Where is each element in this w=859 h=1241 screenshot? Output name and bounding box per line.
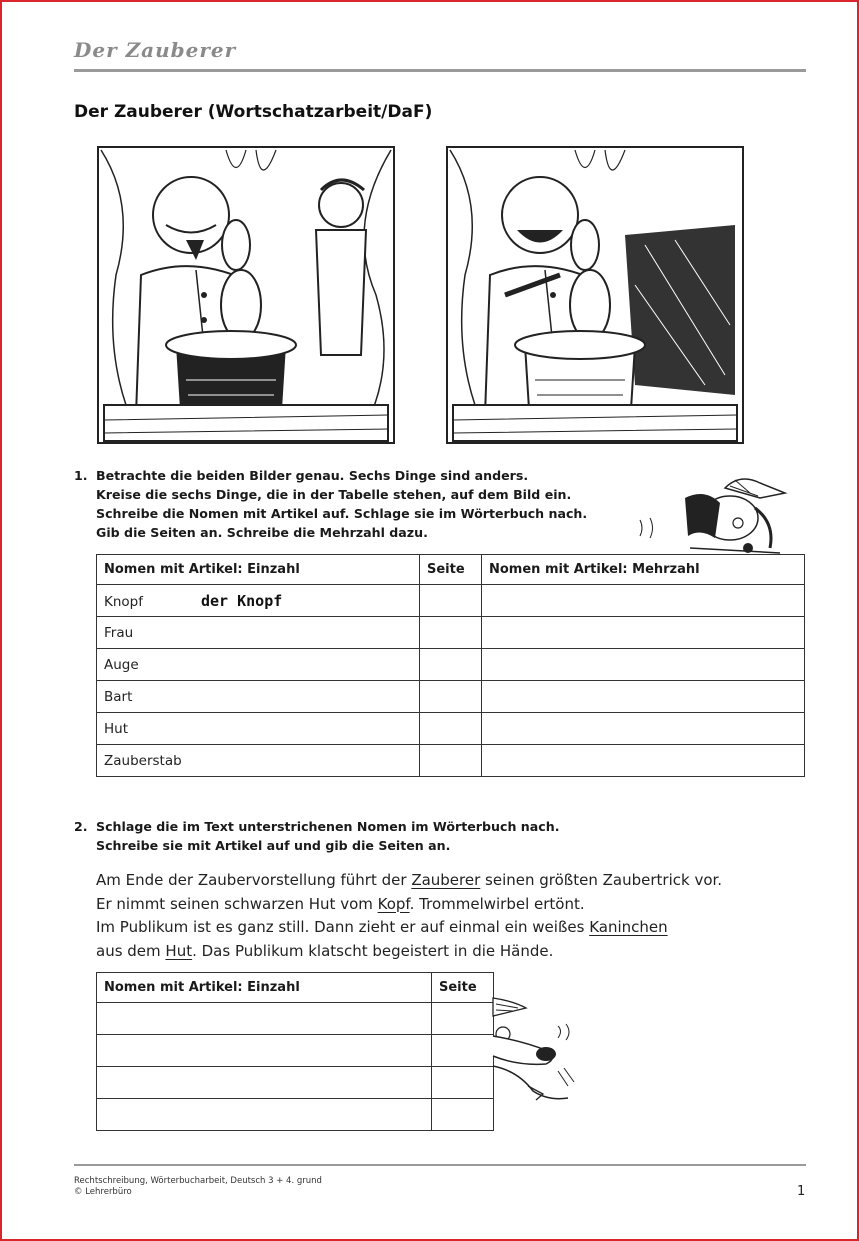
task-line: Schreibe sie mit Artikel auf und gib die Seiten an. [96,838,451,853]
table-row [97,585,805,617]
page-cell[interactable] [420,745,482,777]
story-segment: Er nimmt seinen schwarzen Hut vom [96,894,378,913]
task-line: Schreibe die Nomen mit Artikel auf. Schlage sie im Wörterbuch nach. [96,506,588,521]
page-cell[interactable] [432,1099,494,1131]
word-cell[interactable] [97,745,420,777]
magician-illustration-original [96,145,396,445]
page-cell[interactable] [432,1035,494,1067]
story-line [96,893,722,917]
handwritten-answer: der Knopf [201,591,283,610]
story-segment: seinen größten Zaubertrick vor. [480,871,723,889]
table-row [97,745,805,777]
table-row [97,1067,494,1099]
plural-cell[interactable] [482,617,805,649]
plural-cell[interactable] [482,681,805,713]
plural-cell[interactable] [482,585,805,617]
story-line [96,869,722,893]
column-header: Nomen mit Artikel: Einzahl [97,973,432,1003]
noun-cell[interactable] [97,1067,432,1099]
noun-cell[interactable] [97,1035,432,1067]
footer-line: Rechtschreibung, Wörterbucharbeit, Deutsch 3 + 4. grund [74,1176,322,1186]
magician-illustration-altered [445,145,745,445]
page-number: 1 [797,1184,806,1199]
column-header: Nomen mit Artikel: Einzahl [97,555,420,585]
story-segment: . Trommelwirbel ertönt. [409,894,585,913]
page-cell[interactable] [420,585,482,617]
table-row [97,649,805,681]
column-header: Seite [420,555,482,585]
story-segment: aus dem [96,941,166,960]
column-header: Nomen mit Artikel: Mehrzahl [482,555,805,585]
page-cell[interactable] [432,1067,494,1099]
plural-cell[interactable] [482,713,805,745]
underlined-noun: Kopf [377,894,410,913]
word-label: Zauberstab [104,752,182,769]
header-title: Der Zauberer [74,38,237,62]
vocabulary-table [96,554,805,777]
underlined-noun: Kaninchen [589,918,668,936]
task-number: 2. [74,819,88,834]
word-label: Knopf [104,593,143,610]
story-line [96,916,722,940]
table-row [97,617,805,649]
table-row [97,713,805,745]
page-cell[interactable] [420,617,482,649]
plural-cell[interactable] [482,745,805,777]
table-row [97,1003,494,1035]
noun-cell[interactable] [97,1099,432,1131]
underlined-noun: Zauberer [411,871,481,889]
page-cell[interactable] [420,681,482,713]
story-text [96,869,722,963]
word-cell[interactable] [97,649,420,681]
word-cell[interactable] [97,681,420,713]
dog-pointing-icon [488,996,578,1106]
task-line: Gib die Seiten an. Schreibe die Mehrzahl dazu. [96,525,428,540]
story-segment: . Das Publikum klatscht begeistert in die Hände. [192,941,554,960]
page-title: Der Zauberer (Wortschatzarbeit/DaF) [74,102,433,122]
task-line: Betrachte die beiden Bilder genau. Sechs Dinge sind anders. [96,468,529,483]
page-cell[interactable] [420,713,482,745]
footer-credits [74,1176,322,1198]
page-cell[interactable] [432,1003,494,1035]
table-row [97,681,805,713]
footer-line: © Lehrerbüro [74,1187,132,1197]
header-divider [74,69,806,72]
task-number: 1. [74,468,88,483]
word-label: Frau [104,624,134,641]
word-cell[interactable] [97,617,420,649]
noun-lookup-table [96,972,494,1131]
word-label: Bart [104,688,133,705]
plural-cell[interactable] [482,649,805,681]
word-cell[interactable] [97,585,420,617]
word-label: Auge [104,656,139,673]
task-line: Kreise die sechs Dinge, die in der Tabelle stehen, auf dem Bild ein. [96,487,572,502]
page-cell[interactable] [420,649,482,681]
word-cell[interactable] [97,713,420,745]
footer-divider [74,1164,806,1166]
underlined-noun: Hut [165,941,193,960]
story-segment: Im Publikum ist es ganz still. Dann zieht er auf einmal ein weißes [96,918,590,936]
story-line [96,940,722,964]
word-label: Hut [104,720,129,737]
table-row [97,1035,494,1067]
column-header: Seite [432,973,494,1003]
table-row [97,1099,494,1131]
story-segment: Am Ende der Zaubervorstellung führt der [96,871,412,889]
noun-cell[interactable] [97,1003,432,1035]
dog-mascot-icon [630,468,790,558]
task-line: Schlage die im Text unterstrichenen Nomen im Wörterbuch nach. [96,819,560,834]
